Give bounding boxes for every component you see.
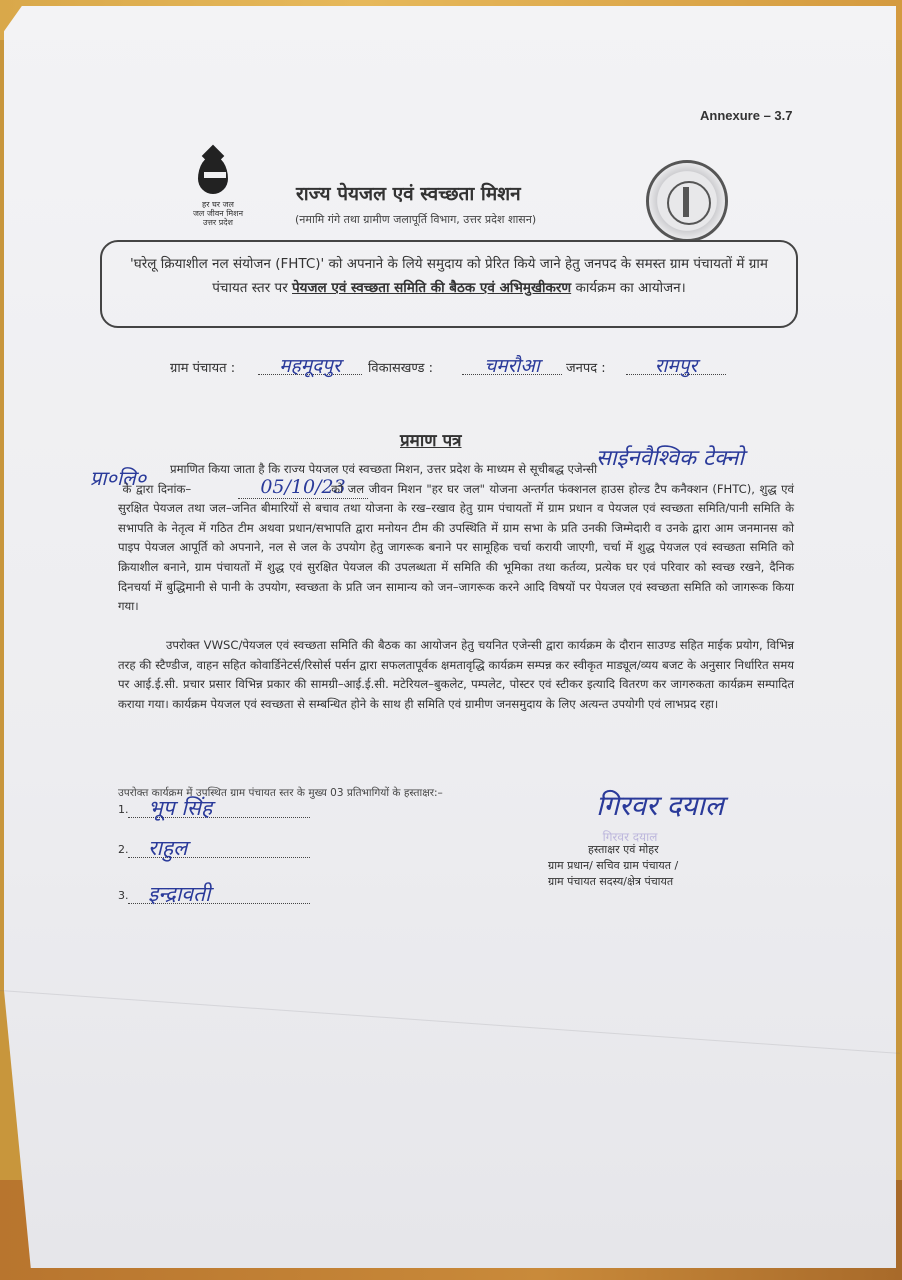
pradhan-stamp: गिरवर दयाल [602,830,658,844]
signatory-line-3: ग्राम पंचायत सदस्य/क्षेत्र पंचायत [548,875,674,888]
participant-signature-name: इन्द्रावती [128,880,310,904]
gram-panchayat-value: महमूदपुर [258,352,362,375]
participant-signature-1: 1. भूप सिंह [118,794,318,818]
block-label: विकासखण्ड : [368,361,434,376]
program-title-box [100,240,798,328]
logo-left-text: हर घर जल जल जीवन मिशन उत्तर प्रदेश [192,200,244,227]
participant-signature-3: 3. इन्द्रावती [118,880,318,904]
header-subtitle: (नमामि गंगे तथा ग्रामीण जलापूर्ति विभाग, उत्तर प्रदेश शासन) [295,213,537,226]
har-ghar-jal-logo [186,156,250,236]
participant-signature-2: 2. राहुल [118,834,318,858]
program-title-bold: पेयजल एवं स्वच्छता समिति की बैठक एवं अभिमुखीकरण [292,280,572,296]
certificate-paragraph-2: उपरोक्त VWSC/पेयजल एवं स्वच्छता समिति की बैठक का आयोजन हेतु चयनित एजेन्सी द्वारा कार्यक्रम के दौरान साउण्ड सहित माईक प्रयोग, विभिन्न तरह की स्टैण्डीज, वाहन सहित कोवार्डिनेटर्स/रिसोर्स पर्सन द्वारा सफलतापूर्वक क्षमतावृद्धि कार्यक्रम सम्पन्न कर स्वीकृत माड्यूल/व्यय बजट के अनुसार निर्धारित समय पर आई.ई.सी. प्रचार प्रसार विभिन्न प्रकार की सामग्री–आई.ई.सी. मटेरियल–बुकलेट, पम्पलेट, पोस्टर एवं स्टीकर इत्यादि वितरण कर जागरुकता कार्यक्रम सम्पादित कराया गया। कार्यक्रम पेयजल एवं स्वच्छता से सम्बन्धित होने के साथ ही समिति एवं ग्रामीण जनसमुदाय के लिए अत्यन्त उपयोगी एवं लाभप्रद रहा। [118,638,794,711]
district-value: रामपुर [626,352,726,375]
district-label: जनपद : [566,361,606,376]
participant-signature-name: भूप सिंह [128,794,310,818]
certificate-paragraph-1: प्रमाणित किया जाता है कि राज्य पेयजल एवं स्वच्छता मिशन, उत्तर प्रदेश के माध्यम से सूचीबद्ध एजेन्सी के द्वारा दिनांक– को जल जीवन मिशन "हर घर जल" योजना अन्तर्गत फंक्शनल हाउस होल्ड टैप कनैक्शन (FHTC), शुद्ध एवं सुरक्षित पेयजल तथा जल–जनित बीमारियों से बचाव तथा योजना के रख–रखाव हेतु ग्राम पंचायतों में ग्राम प्रधान व पेयजल एवं स्वच्छता समिति/पानी समिति के सभापति के नेतृत्व में गठित टीम अथवा प्रधान/सभापति द्वारा मनोयन टीम की उपस्थिति में ग्राम सभा के प्रति उनकी जिम्मेदारी व उनके द्वारा आम जनमानस को पाइप पेयजल आपूर्ति को अपनाने, नल से जल के उपयोग हेतु जागरूक बनाने पर सामूहिक चर्चा करायी जाएगी, चर्चा में शुद्ध पेयजल एवं स्वच्छता समिति को क्रियाशील बनाने, ग्राम पंचायतों में शुद्ध एवं सुरक्षित पेयजल की उपलब्धता में समिति की भूमिका तथा कर्तव्य, प्रत्येक घर एवं परिवार को स्वच्छ रखने, दैनिक दिनचर्या में बुद्धिमानी से पानी के उपयोग, स्वच्छता के प्रति जन सामान्य को जन–जागरूक करने आदि विषयों पर पेयजल एवं स्वच्छता समिति को जागरूक किया गया। [118,462,794,614]
water-drop-tap-icon [198,156,228,194]
program-title-part2: कार्यक्रम का आयोजन। [571,280,686,296]
gram-panchayat-label: ग्राम पंचायत : [170,361,236,376]
header-title: राज्य पेयजल एवं स्वच्छता मिशन [296,183,521,205]
handwritten-date: 05/10/23 [238,476,368,499]
signatory-line-1: हस्ताक्षर एवं मोहर [588,843,659,856]
handwritten-agency-name: साईनवैश्विक टेक्नो [596,446,745,471]
pradhan-handwritten-signature: गिरवर दयाल [596,789,724,822]
certificate-title: प्रमाण पत्र [400,431,462,451]
signatory-block [548,842,748,890]
participants-note: उपरोक्त कार्यक्रम में उपस्थित ग्राम पंचायत स्तर के मुख्य 03 प्रतिभागियों के हस्ताक्षर:– [118,787,443,799]
uttar-pradesh-government-seal-icon [646,160,728,242]
signatory-line-2: ग्राम प्रधान/ सचिव ग्राम पंचायत / [548,859,679,872]
annexure-label: Annexure – 3.7 [700,108,793,123]
block-value: चमरौआ [462,352,562,375]
handwritten-agency-suffix: प्रा०लि० [90,466,147,490]
participant-signature-name: राहुल [128,834,310,858]
program-title-part1: 'घरेलू क्रियाशील नल संयोजन (FHTC)' को अपनाने के लिये समुदाय को प्रेरित किये जाने हेतु जनपद के समस्त ग्राम पंचायतों में ग्राम पंचायत स्तर पर [130,256,768,296]
